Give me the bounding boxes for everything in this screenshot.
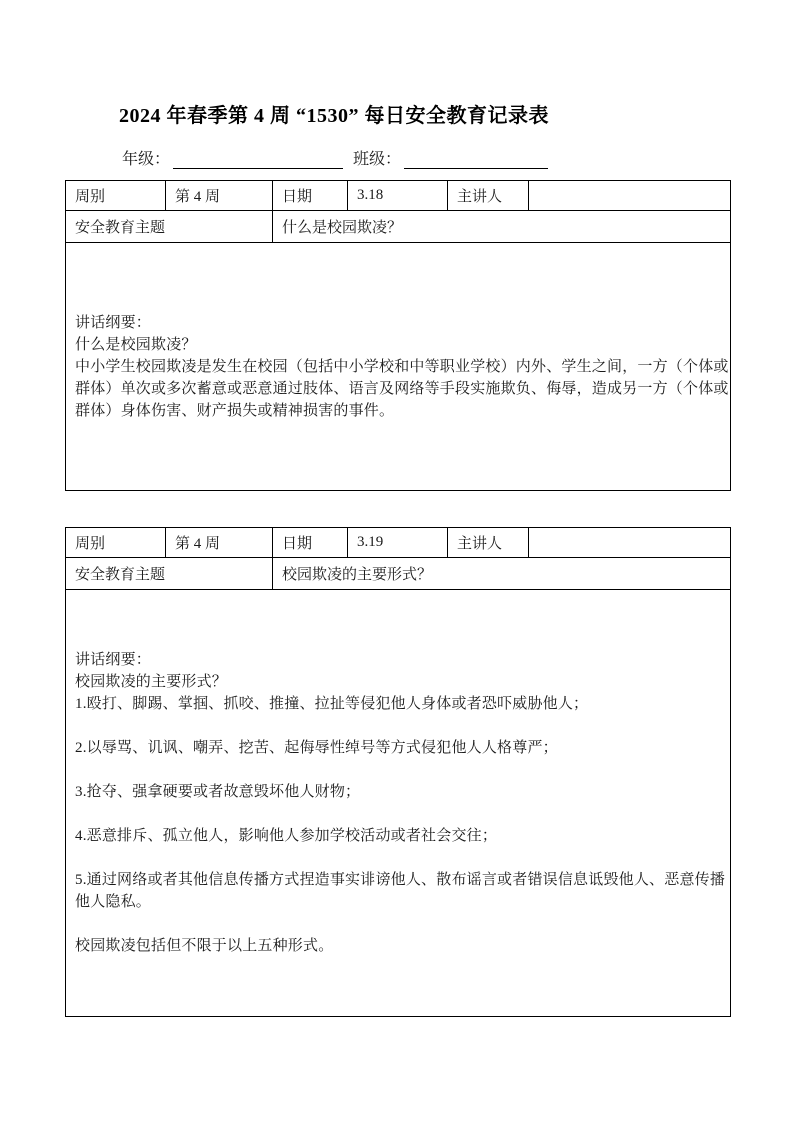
week-label-cell: 周别 [66, 181, 166, 211]
table-row [66, 590, 731, 1017]
outline-line: 什么是校园欺凌？ [75, 336, 197, 353]
outline-line: 中小学生校园欺凌是发生在校园（包括中小学校和中等职业学校）内外、学生之间，一方（个体或群体）单次或多次蓄意或恶意通过肢体、语言及网络等手段实施欺负、侮辱，造成另一方（个体或群体）身体伤害、财产损失或精神损害的事件。 [75, 358, 729, 419]
record-table-318 [65, 180, 731, 491]
week-value-cell: 第 4 周 [166, 528, 273, 558]
week-value-cell: 第 4 周 [166, 181, 273, 211]
topic-label-cell: 安全教育主题 [66, 558, 273, 590]
topic-value-cell: 什么是校园欺凌？ [273, 211, 731, 243]
outline-line [75, 759, 730, 781]
week-label-cell: 周别 [66, 528, 166, 558]
class-blank-field [404, 152, 548, 169]
speaker-value-cell [529, 181, 731, 211]
table-row [66, 528, 731, 558]
table-row [66, 181, 731, 211]
date-label-cell: 日期 [273, 181, 348, 211]
outline-cell [66, 243, 731, 491]
table-row [66, 243, 731, 491]
outline-line: 5.通过网络或者其他信息传播方式捏造事实诽谤他人、散布谣言或者错误信息诋毁他人、恶意传播他人隐私。 [75, 872, 726, 910]
grade-label: 年级： [122, 151, 171, 168]
outline-line: 校园欺凌包括但不限于以上五种形式。 [75, 938, 334, 954]
document-title: 2024 年春季第 4 周 “1530” 每日安全教育记录表 [119, 105, 549, 127]
outline-line [75, 715, 730, 737]
outline-line [75, 803, 730, 825]
table-row [66, 211, 731, 243]
outline-cell [66, 590, 731, 1017]
outline-line: 校园欺凌的主要形式？ [75, 674, 228, 690]
outline-line: 3.抢夺、强拿硬要或者故意毁坏他人财物； [75, 784, 361, 800]
outline-line: 2.以辱骂、讥讽、嘲弄、挖苦、起侮辱性绰号等方式侵犯他人人格尊严； [75, 740, 558, 756]
speaker-label-cell: 主讲人 [448, 181, 529, 211]
topic-value-cell: 校园欺凌的主要形式？ [273, 558, 731, 590]
date-value-cell: 3.18 [348, 181, 448, 211]
date-label-cell: 日期 [273, 528, 348, 558]
speaker-value-cell [529, 528, 731, 558]
grade-blank-field [173, 152, 343, 169]
record-table-319 [65, 527, 731, 1017]
outline-line: 1.殴打、脚踢、掌掴、抓咬、推撞、拉扯等侵犯他人身体或者恐吓威胁他人； [75, 696, 589, 712]
outline-line: 4.恶意排斥、孤立他人，影响他人参加学校活动或者社会交往； [75, 828, 498, 844]
outline-line [75, 913, 730, 935]
topic-label-cell: 安全教育主题 [66, 211, 273, 243]
outline-line: 讲话纲要： [75, 314, 152, 331]
class-label: 班级： [353, 151, 402, 168]
date-value-cell: 3.19 [348, 528, 448, 558]
table-row [66, 558, 731, 590]
outline-line [75, 847, 730, 869]
outline-line: 讲话纲要： [75, 652, 152, 668]
grade-class-line [122, 146, 548, 169]
speaker-label-cell: 主讲人 [448, 528, 529, 558]
